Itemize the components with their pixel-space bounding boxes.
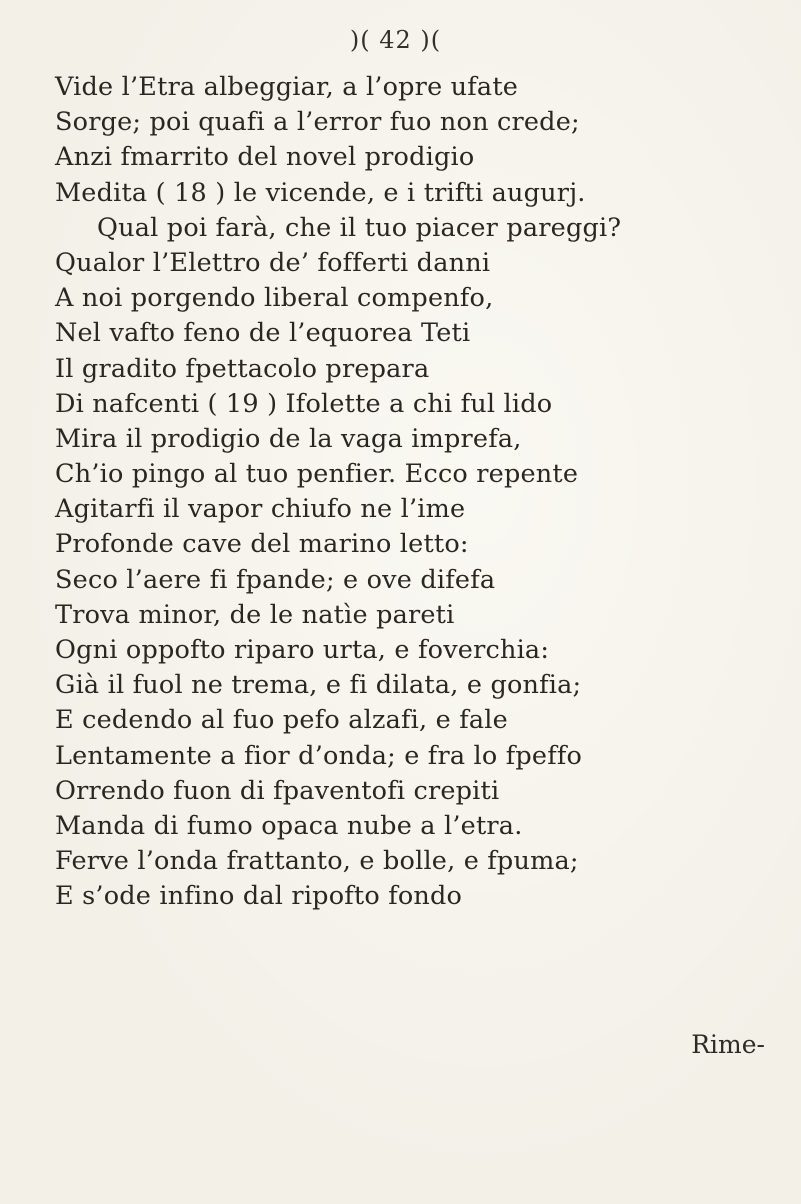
verse-line: Qualor l’Elettro de’ fofferti danni <box>55 247 491 278</box>
verse-line: Profonde cave del marino letto: <box>55 529 469 560</box>
verse-line: Mira il prodigio de la vaga imprefa, <box>55 423 522 454</box>
verse-line: Sorge; poi quafi a l’error fuo non crede; <box>55 107 580 138</box>
verse-block <box>55 70 775 915</box>
verse-line: E s’ode infino dal ripofto fondo <box>55 881 463 912</box>
verse-line: Anzi fmarrito del novel prodigio <box>55 142 475 173</box>
verse-line: Trova minor, de le natìe pareti <box>55 599 455 630</box>
verse-line: Di nafcenti ( 19 ) Ifolette a chi ful lido <box>55 388 553 419</box>
verse-line: Qual poi farà, che il tuo piacer pareggi? <box>97 212 622 243</box>
page-number: )( 42 )( <box>349 26 442 54</box>
verse-line: Ferve l’onda frattanto, e bolle, e fpuma; <box>55 846 579 877</box>
verse-line: A noi porgendo liberal compenfo, <box>55 283 494 314</box>
verse-line: E cedendo al fuo pefo alzafi, e fale <box>55 705 508 736</box>
verse-line: Agitarfi il vapor chiufo ne l’ime <box>55 494 466 525</box>
verse-line: Medita ( 18 ) le vicende, e i trifti augurj. <box>55 177 586 208</box>
verse-line: Seco l’aere fi fpande; e ove difefa <box>55 564 496 595</box>
verse-line: Lentamente a fior d’onda; e fra lo fpeffo <box>55 740 583 771</box>
verse-line: Già il fuol ne trema, e fi dilata, e gonfia; <box>55 670 582 701</box>
verse-line: Orrendo fuon di fpaventofi crepiti <box>55 775 500 806</box>
verse-line: Ch’io pingo al tuo penfier. Ecco repente <box>55 459 579 490</box>
verse-line: Il gradito fpettacolo prepara <box>55 353 430 384</box>
catchword: Rime- <box>691 1030 765 1059</box>
verse-line: Nel vafto feno de l’equorea Teti <box>55 318 471 349</box>
verse-line: Ogni oppofto riparo urta, e foverchia: <box>55 635 550 665</box>
verse-line: Manda di fumo opaca nube a l’etra. <box>55 810 523 841</box>
verse-line: Vide l’Etra albeggiar, a l’opre ufate <box>55 72 519 102</box>
